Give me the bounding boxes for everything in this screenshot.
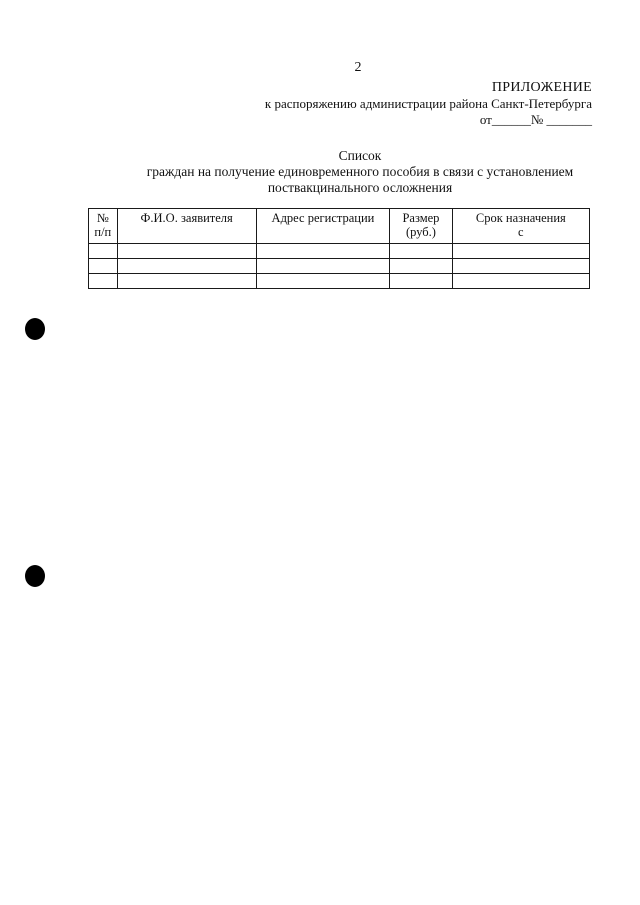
- table-row: [89, 244, 590, 259]
- header-num-line-2: п/п: [94, 225, 112, 239]
- table-cell: [89, 274, 118, 289]
- header-num-line-1: №: [96, 211, 109, 225]
- list-heading-line-2: граждан на получение единовременного пособия в связи с установлением: [146, 164, 574, 179]
- table-cell: [117, 259, 256, 274]
- table-cell: [256, 259, 390, 274]
- punch-hole-mark: [25, 565, 45, 587]
- applicants-table: [88, 208, 590, 289]
- table-row: [89, 274, 590, 289]
- header-term-line-2: с: [518, 225, 524, 239]
- header-term-line-1: Срок назначения: [475, 211, 566, 225]
- table-cell: [256, 244, 390, 259]
- table-cell: [390, 244, 452, 259]
- punch-hole-mark: [25, 318, 45, 340]
- appendix-title: ПРИЛОЖЕНИЕ: [491, 80, 592, 95]
- table-cell: [89, 244, 118, 259]
- header-name: Ф.И.О. заявителя: [117, 209, 256, 244]
- table-row: [89, 259, 590, 274]
- table-cell: [390, 274, 452, 289]
- header-term: [452, 209, 589, 244]
- table-header-row: [89, 209, 590, 244]
- list-heading-title: Список: [338, 148, 382, 163]
- page-number: 2: [354, 60, 362, 75]
- table-cell: [452, 244, 589, 259]
- appendix-date-number: от______№ _______: [479, 112, 592, 127]
- appendix-subtitle: к распоряжению администрации района Санкт-Петербурга: [264, 96, 592, 111]
- header-num: [89, 209, 118, 244]
- header-sum-line-1: Размер: [402, 211, 440, 225]
- header-sum-line-2: (руб.): [405, 225, 436, 239]
- table-cell: [89, 259, 118, 274]
- appendix-header: [265, 80, 592, 128]
- header-address: Адрес регистрации: [256, 209, 390, 244]
- table-cell: [452, 274, 589, 289]
- table-body: [89, 244, 590, 289]
- table-cell: [390, 259, 452, 274]
- list-heading: [130, 148, 590, 196]
- header-sum: [390, 209, 452, 244]
- table-cell: [117, 244, 256, 259]
- table-cell: [256, 274, 390, 289]
- table-cell: [452, 259, 589, 274]
- table-cell: [117, 274, 256, 289]
- list-heading-line-3: поствакцинального осложнения: [267, 180, 453, 195]
